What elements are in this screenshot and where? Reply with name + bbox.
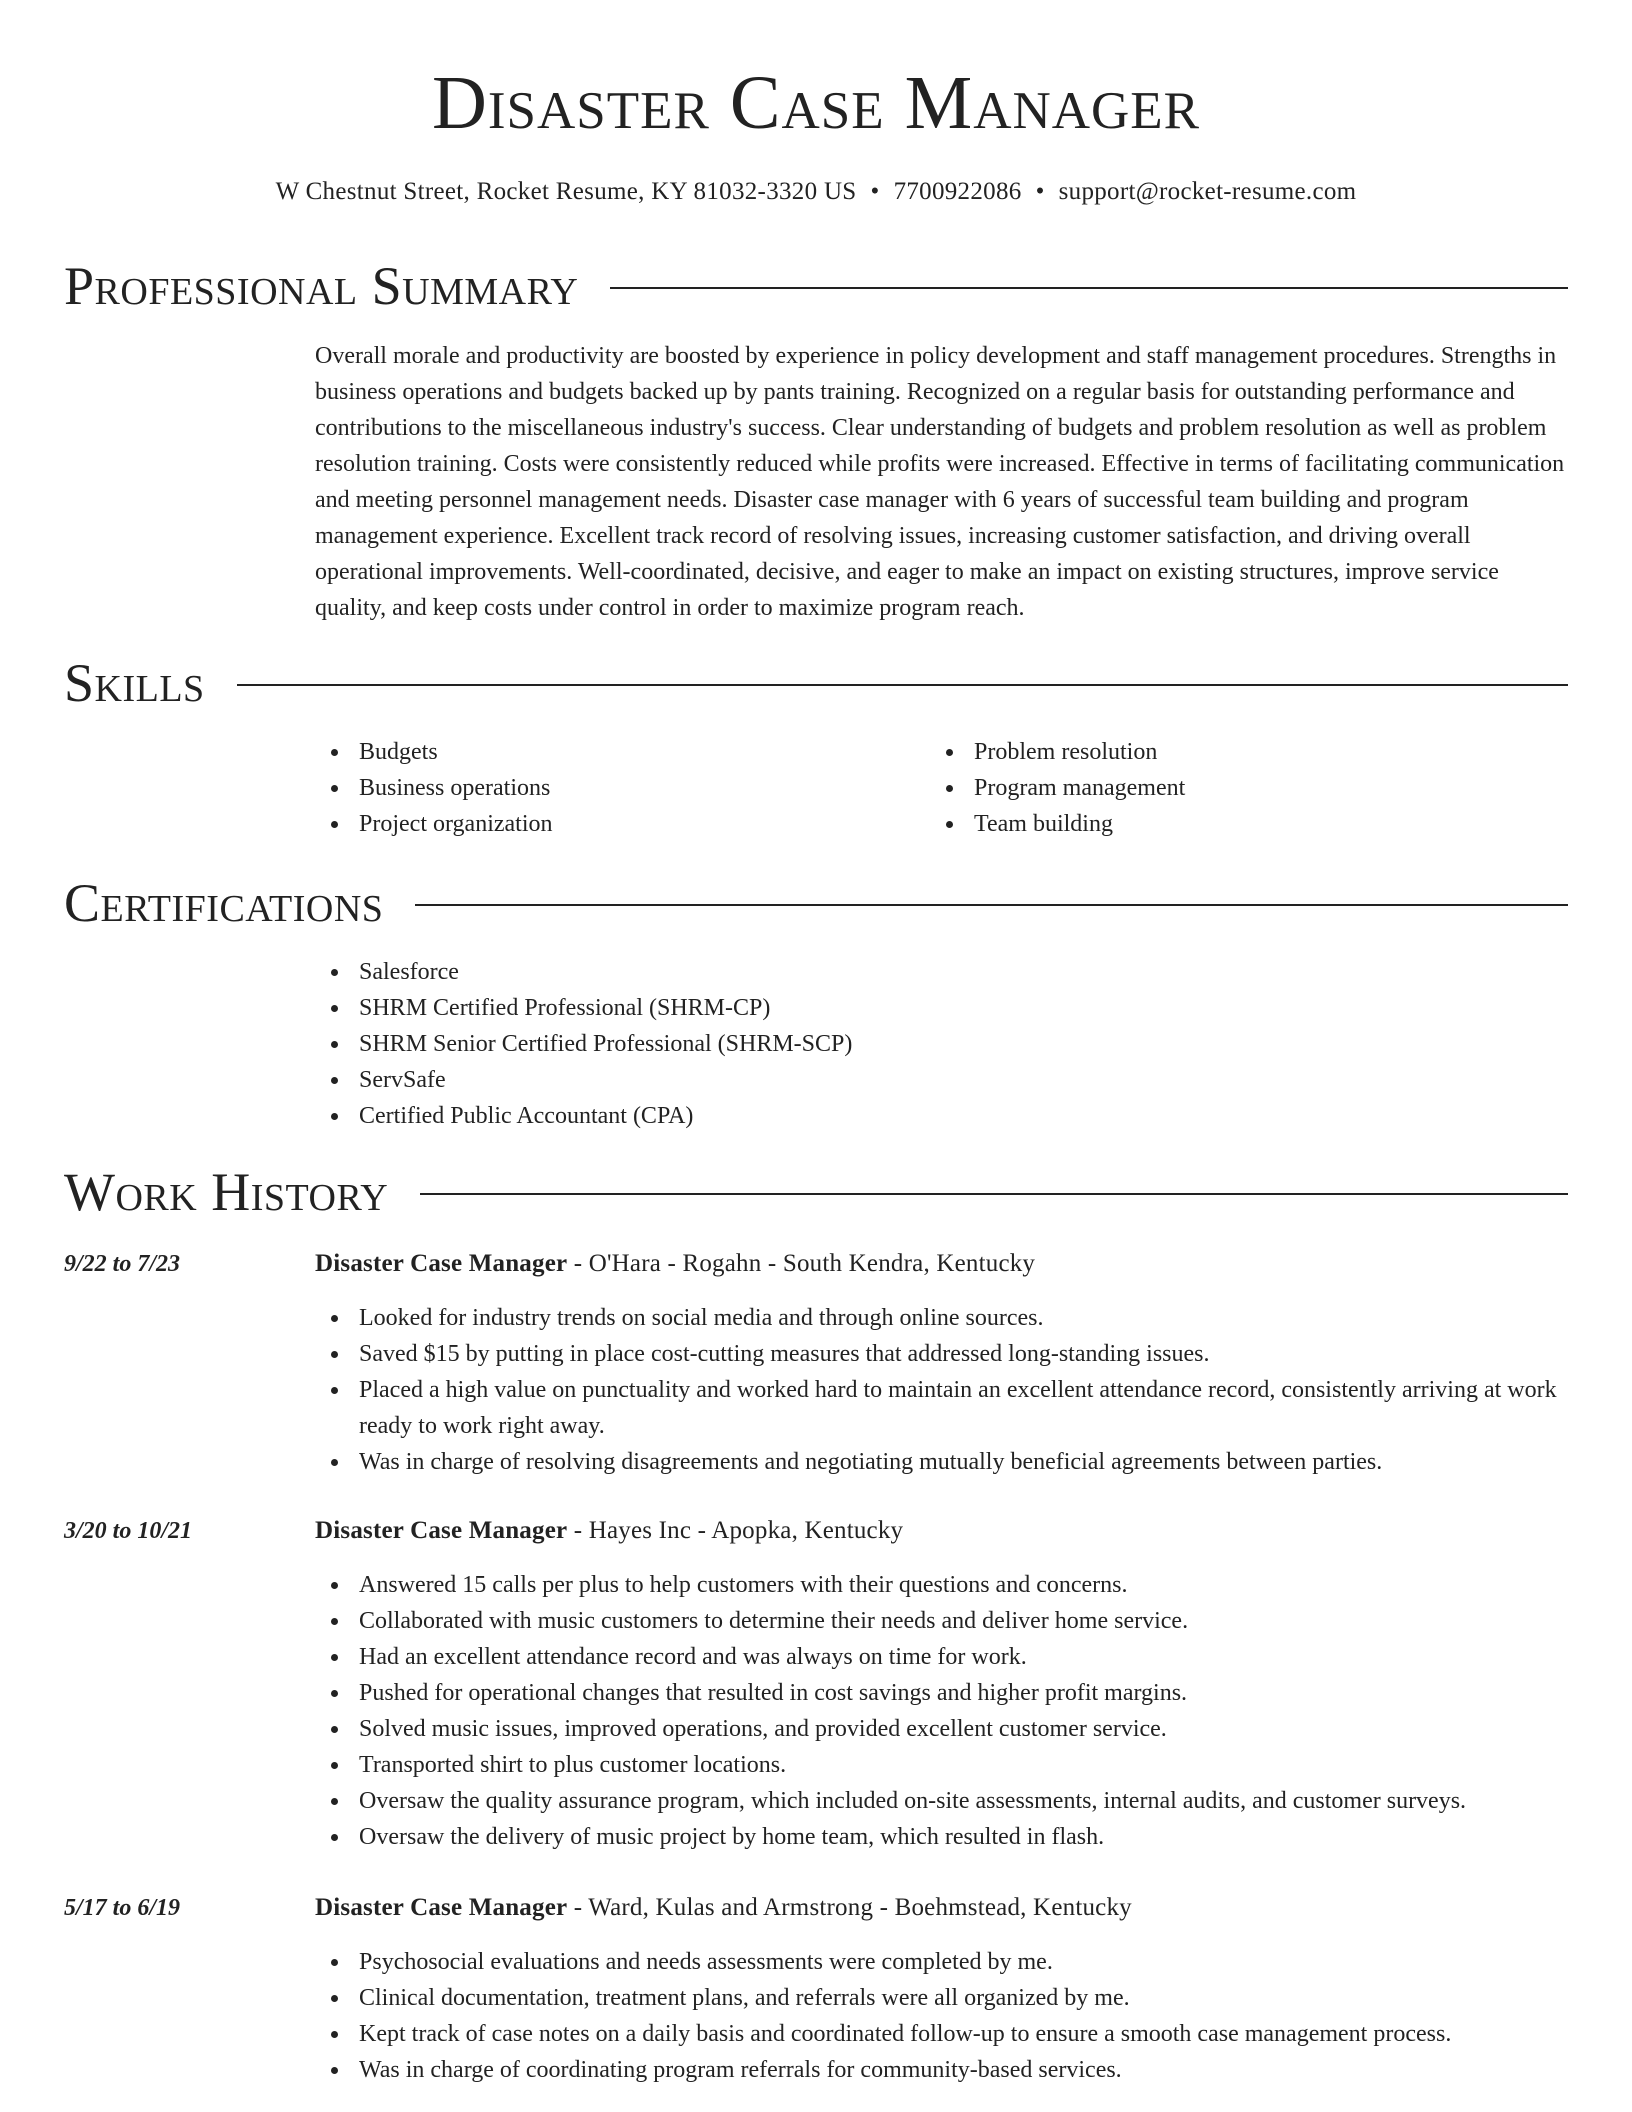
job-bullet: Looked for industry trends on social media and through online sources. <box>315 1300 1568 1336</box>
candidate-name: Disaster Case Manager <box>431 61 1201 145</box>
job-bullet: Psychosocial evaluations and needs assessments were completed by me. <box>315 1944 1568 1980</box>
section-work-history <box>64 1160 1568 1224</box>
job-employer: - O'Hara - Rogahn - South Kendra, Kentucky <box>567 1250 1036 1277</box>
skills-list-left <box>315 734 915 842</box>
address: W Chestnut Street, Rocket Resume, KY 81032-3320 US <box>275 178 857 205</box>
skill-item: Program management <box>930 770 1530 806</box>
summary-text: Overall morale and productivity are boosted by experience in policy development and staff management procedures. Strengths in business operations and budgets backed up by pants training. Recognized on a regular basis for outstanding performance and contributions to the miscellaneous industry's success. Clear understanding of budgets and problem resolution as well as problem resolution training. Costs were consistently reduced while profits were increased. Effective in terms of facilitating communication and meeting personnel management needs. Disaster case manager with 6 years of successful team building and program management experience. Excellent track record of resolving issues, increasing customer satisfaction, and driving overall operational improvements. Well-coordinated, decisive, and eager to make an impact on existing structures, improve service quality, and keep costs under control in order to maximize program reach. <box>315 343 1565 621</box>
job-bullet: Solved music issues, improved operations, and provided excellent customer service. <box>315 1711 1568 1747</box>
job-bullet: Pushed for operational changes that resulted in cost savings and higher profit margins. <box>315 1675 1568 1711</box>
section-heading: Skills <box>64 653 205 713</box>
job-dates: 3/20 to 10/21 <box>64 1518 193 1544</box>
job-dates: 5/17 to 6/19 <box>64 1895 181 1921</box>
job-bullets <box>315 1944 1568 2088</box>
job-bullets <box>315 1300 1568 1480</box>
job-bullet: Had an excellent attendance record and was always on time for work. <box>315 1639 1568 1675</box>
job-bullet: Collaborated with music customers to determine their needs and deliver home service. <box>315 1603 1568 1639</box>
certification-item: SHRM Certified Professional (SHRM-CP) <box>315 990 1568 1026</box>
job-bullet: Was in charge of coordinating program referrals for community-based services. <box>315 2052 1568 2088</box>
section-certifications <box>64 871 1568 935</box>
section-divider <box>237 684 1568 686</box>
job-bullet: Kept track of case notes on a daily basis and coordinated follow-up to ensure a smooth case management process. <box>315 2016 1568 2052</box>
section-skills <box>64 651 1568 715</box>
job-role: Disaster Case Manager <box>315 1894 568 1921</box>
skills-list-right <box>930 734 1530 842</box>
skill-item: Project organization <box>315 806 915 842</box>
job-title-line <box>315 1513 1568 1549</box>
job-bullet: Was in charge of resolving disagreements and negotiating mutually beneficial agreements between parties. <box>315 1444 1568 1480</box>
certifications-list <box>315 954 1568 1134</box>
job-bullet: Clinical documentation, treatment plans, and referrals were all organized by me. <box>315 1980 1568 2016</box>
job-title-line <box>315 1246 1568 1282</box>
skill-item: Budgets <box>315 734 915 770</box>
section-divider <box>610 287 1568 289</box>
certification-item: SHRM Senior Certified Professional (SHRM-SCP) <box>315 1026 1568 1062</box>
section-heading: Certifications <box>64 873 384 933</box>
skill-item: Problem resolution <box>930 734 1530 770</box>
skill-item: Team building <box>930 806 1530 842</box>
email[interactable]: support@rocket-resume.com <box>1058 178 1357 205</box>
section-heading: Professional Summary <box>64 256 579 316</box>
section-divider <box>415 904 1568 906</box>
section-heading: Work History <box>64 1162 389 1222</box>
job-role: Disaster Case Manager <box>315 1250 568 1277</box>
job-employer: - Ward, Kulas and Armstrong - Boehmstead, Kentucky <box>567 1894 1132 1921</box>
job-bullet: Oversaw the quality assurance program, which included on-site assessments, internal audits, and customer surveys. <box>315 1783 1568 1819</box>
section-divider <box>420 1193 1568 1195</box>
job-bullets <box>315 1567 1568 1855</box>
skill-item: Business operations <box>315 770 915 806</box>
job-bullet: Saved $15 by putting in place cost-cutting measures that addressed long-standing issues. <box>315 1336 1568 1372</box>
certification-item: Certified Public Accountant (CPA) <box>315 1098 1568 1134</box>
job-role: Disaster Case Manager <box>315 1517 568 1544</box>
job-title-line <box>315 1890 1568 1926</box>
phone: 7700922086 <box>893 178 1022 205</box>
job-bullet: Oversaw the delivery of music project by home team, which resulted in flash. <box>315 1819 1568 1855</box>
certification-item: Salesforce <box>315 954 1568 990</box>
job-bullet: Transported shirt to plus customer locations. <box>315 1747 1568 1783</box>
job-bullet: Answered 15 calls per plus to help customers with their questions and concerns. <box>315 1567 1568 1603</box>
certification-item: ServSafe <box>315 1062 1568 1098</box>
job-employer: - Hayes Inc - Apopka, Kentucky <box>567 1517 904 1544</box>
job-dates: 9/22 to 7/23 <box>64 1251 181 1277</box>
separator: • <box>1035 178 1045 205</box>
section-professional-summary <box>64 254 1568 318</box>
separator: • <box>870 178 880 205</box>
job-bullet: Placed a high value on punctuality and worked hard to maintain an excellent attendance record, consistently arriving at work ready to work right away. <box>315 1372 1568 1444</box>
contact-line <box>64 175 1568 209</box>
